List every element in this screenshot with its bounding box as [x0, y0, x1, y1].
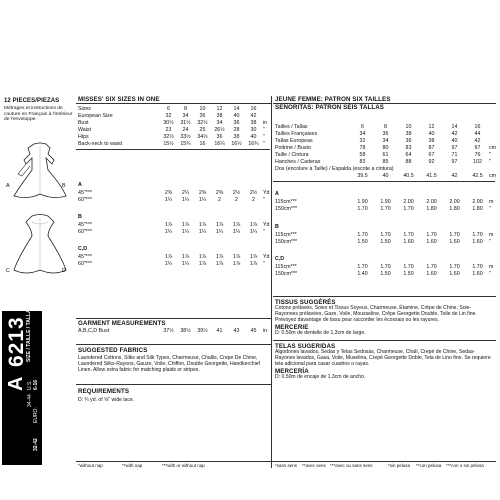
- cell: 26½: [214, 127, 225, 133]
- eur-label: EURO.: [33, 407, 39, 423]
- cell: 16½: [231, 141, 242, 147]
- garment-bust-row: [78, 328, 270, 335]
- cell: 1⅞: [232, 254, 241, 260]
- us-label: U.S.: [27, 380, 33, 390]
- jeune-header-2: SEÑORITAS: PATRÓN SEIS TALLAS: [275, 104, 385, 111]
- cell: 2.00: [472, 199, 483, 205]
- cell: 1.80: [426, 206, 437, 212]
- cell: 88: [405, 159, 412, 165]
- column-divider: [271, 96, 272, 468]
- view-label: A: [78, 182, 82, 188]
- cell: 1⅞: [181, 254, 190, 260]
- cell: 2⅜: [215, 190, 224, 196]
- cell: 32: [165, 113, 172, 119]
- cell: 43: [233, 328, 240, 334]
- misses-view-cd-row-1: [78, 254, 270, 261]
- cell: 97: [451, 159, 458, 165]
- unit: Yd: [263, 190, 270, 196]
- misses-view-a-row-2: [78, 197, 270, 204]
- jeune-table: [275, 124, 495, 284]
- unit: Yd: [263, 254, 270, 260]
- cell: 34: [359, 131, 366, 137]
- cell: 1¼: [198, 197, 207, 203]
- misses-european-row: [78, 113, 270, 120]
- pieces-title: 12 PIECES/PIEZAS: [4, 98, 60, 104]
- cell: 83: [359, 159, 366, 165]
- unit: ": [263, 134, 265, 140]
- misses-view-b-label-row: [78, 214, 270, 221]
- misses-sizes-row: [78, 106, 270, 113]
- cell: 1¼: [249, 229, 258, 235]
- unit: in: [263, 120, 268, 126]
- cell: 36: [233, 120, 240, 126]
- cell: 24: [182, 127, 189, 133]
- requirements-header: REQUIREMENTS: [78, 388, 130, 395]
- misses-sizes-label: Sizes: [78, 106, 91, 112]
- cell: 1.50: [380, 239, 391, 245]
- cell: 45: [250, 328, 257, 334]
- cell: 1.80: [472, 206, 483, 212]
- unit: cm: [489, 173, 497, 179]
- pattern-number-block: [2, 311, 42, 465]
- jeune-view-a-row-1: [275, 199, 495, 206]
- cell: 1¼: [181, 197, 190, 203]
- divider: [76, 149, 270, 150]
- cell: 38: [250, 120, 257, 126]
- view-label: B: [275, 224, 279, 230]
- jeune-size-row: [275, 124, 495, 131]
- cell: 64: [405, 152, 412, 158]
- cell: 15½: [163, 141, 174, 147]
- cell: 1.70: [357, 232, 368, 238]
- cell: 1.70: [357, 264, 368, 270]
- cell: 36: [199, 113, 206, 119]
- cell: 1.90: [357, 199, 368, 205]
- cell: 38½: [180, 328, 191, 334]
- row-label: 150cm***: [275, 239, 298, 245]
- cell: 2½: [249, 190, 258, 196]
- cell: 8: [184, 106, 187, 112]
- cell: 1⅞: [232, 261, 241, 267]
- jeune-footnote-2: **avec sens: [302, 463, 326, 468]
- cell: 1⅞: [164, 254, 173, 260]
- cell: 33½: [180, 134, 191, 140]
- cell: 28: [233, 127, 240, 133]
- view-label: C,D: [275, 256, 285, 262]
- cell: 1.70: [426, 232, 437, 238]
- cell: 1.70: [472, 264, 483, 270]
- cell: 16: [199, 141, 206, 147]
- mercerie-text: D: 0.50m de dentelle de 1.3cm de large.: [275, 330, 366, 336]
- cell: 1⅞: [198, 254, 207, 260]
- cell: 31½: [180, 120, 191, 126]
- cell: 2: [218, 197, 221, 203]
- cell: 1⅞: [181, 222, 190, 228]
- cell: 10: [199, 106, 206, 112]
- cell: 30½: [163, 120, 174, 126]
- cell: 34: [382, 138, 389, 144]
- view-ab-illustration: [4, 140, 76, 204]
- cell: 71: [451, 152, 458, 158]
- cell: 2.00: [426, 199, 437, 205]
- unit: ": [489, 206, 491, 212]
- cell: 80: [382, 145, 389, 151]
- row-label: Taille / Cintura: [275, 152, 309, 158]
- row-label: 115cm***: [275, 199, 297, 205]
- cell: 1.50: [357, 239, 368, 245]
- divider: [76, 384, 271, 385]
- divider: [273, 340, 496, 341]
- cell: 1⅞: [232, 222, 241, 228]
- view-label: C,D: [78, 246, 88, 252]
- eur-range: 32-42: [33, 438, 39, 451]
- cell: 16: [250, 106, 257, 112]
- misses-hips-row: [78, 134, 270, 141]
- cell: 40.5: [403, 173, 414, 179]
- cell: 85: [382, 159, 389, 165]
- cell: 2¼: [181, 190, 190, 196]
- cell: 1¼: [232, 229, 241, 235]
- cell: 1.80: [449, 206, 460, 212]
- row-label: Hanches / Caderas: [275, 159, 321, 165]
- unit: ": [263, 261, 265, 267]
- unit: m: [489, 264, 494, 270]
- fr-range: 34-44: [27, 394, 33, 407]
- cell: 1.60: [472, 239, 483, 245]
- misses-footnote-2: **with nap: [122, 463, 143, 468]
- divider: [273, 181, 495, 182]
- misses-view-a-row-1: [78, 190, 270, 197]
- jeune-view-cd-row-2: [275, 271, 495, 278]
- unit: ": [489, 239, 491, 245]
- unit: ": [263, 141, 265, 147]
- cell: 1¼: [181, 261, 190, 267]
- row-label: 45"***: [78, 190, 92, 196]
- jeune-footnote-1: *sans sens: [275, 463, 298, 468]
- cell: 1¼: [181, 229, 190, 235]
- cell: 67: [428, 152, 435, 158]
- cell: 32: [359, 138, 366, 144]
- cell: 6: [361, 124, 364, 130]
- cell: 1⅞: [215, 261, 224, 267]
- cell: 1¼: [164, 229, 173, 235]
- row-label: Tallas Europeas: [275, 138, 313, 144]
- row-label: Back-neck to waist: [78, 141, 123, 147]
- tissus-header: TISSUS SUGGÉRÉS: [275, 299, 336, 306]
- cell: 36: [405, 138, 412, 144]
- cell: 2: [252, 197, 255, 203]
- row-label: 45"***: [78, 222, 92, 228]
- jeune-view-b-label-row: [275, 224, 495, 231]
- size-letter: A: [5, 376, 27, 391]
- row-label: 45"***: [78, 254, 92, 260]
- cell: 39½: [197, 328, 208, 334]
- cell: 40: [250, 134, 257, 140]
- requirements-text: D: ¾ yd. of ⅝" wide lace.: [78, 397, 135, 403]
- tissus-text: Cotons prélavés, Soies et Tissus Soyeux, Charmeuse, Étamine, Crêpe de Chine, Soie-Rayonnes prélavées, Gaze, Voile, Mousseline, Crêpe Georgette Double, Toile de Lin fine. Prévoyez davantage de tissu pour raccorder les écossais ou les rayures.: [275, 305, 477, 323]
- cell: 1.70: [472, 232, 483, 238]
- jeune-view-cd-row-1: [275, 264, 495, 271]
- cell: 12: [216, 106, 223, 112]
- cell: 36: [382, 131, 389, 137]
- cell: 2.00: [449, 199, 460, 205]
- cell: 1.60: [426, 271, 437, 277]
- cell: 32½: [197, 120, 208, 126]
- cell: 30: [250, 127, 257, 133]
- jeune-size-row: [275, 131, 495, 138]
- cell: 1¼: [164, 261, 173, 267]
- cell: 1⅞: [215, 222, 224, 228]
- cell: 16¼: [214, 141, 225, 147]
- cell: 38: [216, 113, 223, 119]
- jeune-view-b-row-1: [275, 232, 495, 239]
- misses-bust-row: [78, 120, 270, 127]
- cell: 16¾: [248, 141, 259, 147]
- jeune-size-row: [275, 152, 495, 159]
- cell: 1⅞: [249, 261, 258, 267]
- view-a-label: A: [6, 183, 10, 189]
- cell: 23: [165, 127, 172, 133]
- cell: 1.70: [357, 206, 368, 212]
- telas-header: TELAS SUGERIDAS: [275, 343, 336, 350]
- cell: 1.60: [403, 239, 414, 245]
- cell: 40: [451, 138, 458, 144]
- cell: 42: [451, 173, 458, 179]
- cell: 14: [233, 106, 240, 112]
- cell: 36: [216, 134, 223, 140]
- view-b-label: B: [62, 183, 66, 189]
- cell: 61: [382, 152, 389, 158]
- jeune-footnote-4: *sin pelusa: [388, 463, 411, 468]
- cell: 1.70: [380, 264, 391, 270]
- misses-backneck-row: [78, 141, 270, 148]
- cell: 2: [235, 197, 238, 203]
- cell: 1.50: [403, 271, 414, 277]
- cell: 40: [428, 131, 435, 137]
- cell: 1.40: [357, 271, 368, 277]
- unit: m: [489, 232, 494, 238]
- cell: 38: [233, 134, 240, 140]
- cell: 40: [233, 113, 240, 119]
- view-d-label: D: [62, 268, 66, 274]
- row-label: A,B,C,D Bust: [78, 328, 110, 334]
- misses-european-label: European Size: [78, 113, 113, 119]
- row-label: Waist: [78, 127, 92, 133]
- unit: ": [263, 229, 265, 235]
- cell: 1⅞: [215, 254, 224, 260]
- cell: 1.70: [449, 232, 460, 238]
- misses-view-b-row-1: [78, 222, 270, 229]
- fabrics-header: SUGGESTED FABRICS: [78, 347, 148, 354]
- misses-waist-row: [78, 127, 270, 134]
- unit: ": [263, 127, 265, 133]
- cell: 42: [451, 131, 458, 137]
- cell: 41.5: [426, 173, 437, 179]
- cell: 37½: [163, 328, 174, 334]
- merceria-header: MERCERÍA: [275, 368, 309, 375]
- jeune-view-a-row-2: [275, 206, 495, 213]
- cell: 76: [474, 152, 481, 158]
- row-label: 60"***: [78, 229, 92, 235]
- jeune-view-a-label-row: [275, 191, 495, 198]
- cell: 1.60: [472, 271, 483, 277]
- row-label: Tailles Françaises: [275, 131, 318, 137]
- cell: 2⅜: [164, 190, 173, 196]
- cell: 40: [382, 173, 389, 179]
- cell: 34½: [197, 134, 208, 140]
- jeune-size-row: [275, 145, 495, 152]
- row-label: 60"***: [78, 197, 92, 203]
- cell: 38: [428, 138, 435, 144]
- cell: 42: [250, 113, 257, 119]
- misses-view-b-row-2: [78, 229, 270, 236]
- cell: 1.70: [380, 206, 391, 212]
- cell: 97: [451, 145, 458, 151]
- cell: 1.60: [449, 239, 460, 245]
- cell: 6: [167, 106, 170, 112]
- us-range: 6-16: [33, 379, 39, 390]
- jeune-footnote-5: **con pelusa: [416, 463, 442, 468]
- cell: 1⅞: [249, 254, 258, 260]
- cell: 8: [384, 124, 387, 130]
- cell: 16: [474, 124, 481, 130]
- cell: 10: [405, 124, 412, 130]
- cell: 1.70: [403, 232, 414, 238]
- misses-footnote-1: *without nap: [78, 463, 103, 468]
- view-c-label: C: [6, 268, 10, 274]
- row-label: 60"***: [78, 261, 92, 267]
- row-label: 115cm***: [275, 232, 297, 238]
- cell: 87: [428, 145, 435, 151]
- cell: 14: [451, 124, 458, 130]
- mercerie-header: MERCERIE: [275, 324, 309, 331]
- cell: 41: [216, 328, 223, 334]
- cell: 102: [473, 159, 482, 165]
- divider: [76, 318, 271, 319]
- cell: 1.90: [380, 199, 391, 205]
- garment-header: GARMENT MEASUREMENTS: [78, 320, 166, 327]
- cell: 1.60: [426, 239, 437, 245]
- misses-footnote-3: ***with or without nap: [162, 463, 205, 468]
- view-label: A: [275, 191, 279, 197]
- cell: 39.5: [357, 173, 368, 179]
- cell: 1¼: [215, 229, 224, 235]
- size-label: SIZE / TAILLE / TALLA: [26, 309, 32, 362]
- misses-top-rule: [76, 103, 271, 104]
- cell: 1⅞: [198, 261, 207, 267]
- divider: [273, 296, 496, 297]
- jeune-view-b-row-2: [275, 239, 495, 246]
- cell: 1.70: [449, 264, 460, 270]
- jeune-view-cd-label-row: [275, 256, 495, 263]
- cell: 34: [182, 113, 189, 119]
- unit: cm: [489, 145, 497, 151]
- cell: 32½: [163, 134, 174, 140]
- cell: 44: [474, 131, 481, 137]
- unit: ": [489, 271, 491, 277]
- jeune-dos-row: [275, 173, 495, 180]
- unit: ": [263, 197, 265, 203]
- telas-text: Algodones lavados, Sedas y Telas Sedosas, Charmeuse, Chalí, Crepé de Chine, Sedas-Rayones lavados, Gasa, Voile, Muselina, Crepé Georgette Doble, Tela de Lino fino. Se requiere tela adicional para casar cuadros o rayas.: [275, 349, 491, 367]
- cell: 1⅞: [249, 222, 258, 228]
- row-label: Bust: [78, 120, 89, 126]
- unit: ": [489, 152, 491, 158]
- unit: in: [263, 328, 268, 334]
- cell: 1.70: [380, 232, 391, 238]
- dos-label: Dos (encolure à Taille) / Espalda (escote a cintura): [275, 166, 394, 172]
- bottom-rule: [76, 461, 496, 462]
- cell: 1.70: [426, 264, 437, 270]
- garment-row: [78, 328, 270, 335]
- unit: ": [489, 159, 491, 165]
- row-label: 150cm***: [275, 206, 298, 212]
- cell: 42.5: [472, 173, 483, 179]
- row-label: 150cm***: [275, 271, 298, 277]
- cell: 1.50: [380, 271, 391, 277]
- cell: 1¼: [164, 197, 173, 203]
- cell: 1⅞: [198, 222, 207, 228]
- view-label: B: [78, 214, 82, 220]
- jeune-size-row: [275, 159, 495, 166]
- merceria-text: D: 0.50m de encaje de 1.3cm de ancho.: [275, 374, 366, 380]
- jeune-footnote-3: ***avec ou sans sens: [330, 463, 373, 468]
- jeune-header-1: JEUNE FEMME: PATRON SIX TAILLES: [275, 96, 391, 103]
- cell: 97: [474, 145, 481, 151]
- unit: Yd: [263, 222, 270, 228]
- misses-view-a-label-row: [78, 182, 270, 189]
- misses-table: [78, 106, 270, 296]
- cell: 2.00: [403, 199, 414, 205]
- cell: 1⅞: [164, 222, 173, 228]
- jeune-dos-label-row: [275, 166, 495, 173]
- cell: 15¾: [180, 141, 191, 147]
- jeune-footnote-6: ***con o sin pelusa: [446, 463, 484, 468]
- jeune-size-row: [275, 138, 495, 145]
- misses-view-cd-row-2: [78, 261, 270, 268]
- cell: 12: [428, 124, 435, 130]
- misses-view-cd-label-row: [78, 246, 270, 253]
- cell: 25: [199, 127, 206, 133]
- pattern-number: 6213: [5, 316, 28, 367]
- misses-header: MISSES' SIX SIZES IN ONE: [78, 96, 160, 103]
- cell: 34: [216, 120, 223, 126]
- pieces-note-fr: Métrages et instructions de couture en Français à l'intérieur de l'enveloppe.: [4, 106, 73, 123]
- cell: 58: [359, 152, 366, 158]
- cell: 2⅜: [198, 190, 207, 196]
- row-label: 115cm***: [275, 264, 297, 270]
- fabrics-text: Laundered Cottons, Silks and Silk Types, Charmeuse, Challis, Crepe De Chine, Laundered Silks-Rayons, Gauze, Voile, Chiffon, Double Georgette, Handkerchief Linen. Allow extra fabric for matching plaids or stripes.: [78, 355, 260, 373]
- cell: 1.70: [403, 264, 414, 270]
- cell: 2½: [232, 190, 241, 196]
- cell: 42: [474, 138, 481, 144]
- cell: 1.70: [403, 206, 414, 212]
- divider: [76, 344, 271, 345]
- cell: 92: [428, 159, 435, 165]
- cell: 83: [405, 145, 412, 151]
- unit: m: [489, 199, 494, 205]
- row-label: Tailles / Tallas: [275, 124, 308, 130]
- cell: 1¼: [198, 229, 207, 235]
- row-label: Poitrine / Busto: [275, 145, 311, 151]
- cell: 38: [405, 131, 412, 137]
- cell: 1.60: [449, 271, 460, 277]
- row-label: Hips: [78, 134, 89, 140]
- cell: 78: [359, 145, 366, 151]
